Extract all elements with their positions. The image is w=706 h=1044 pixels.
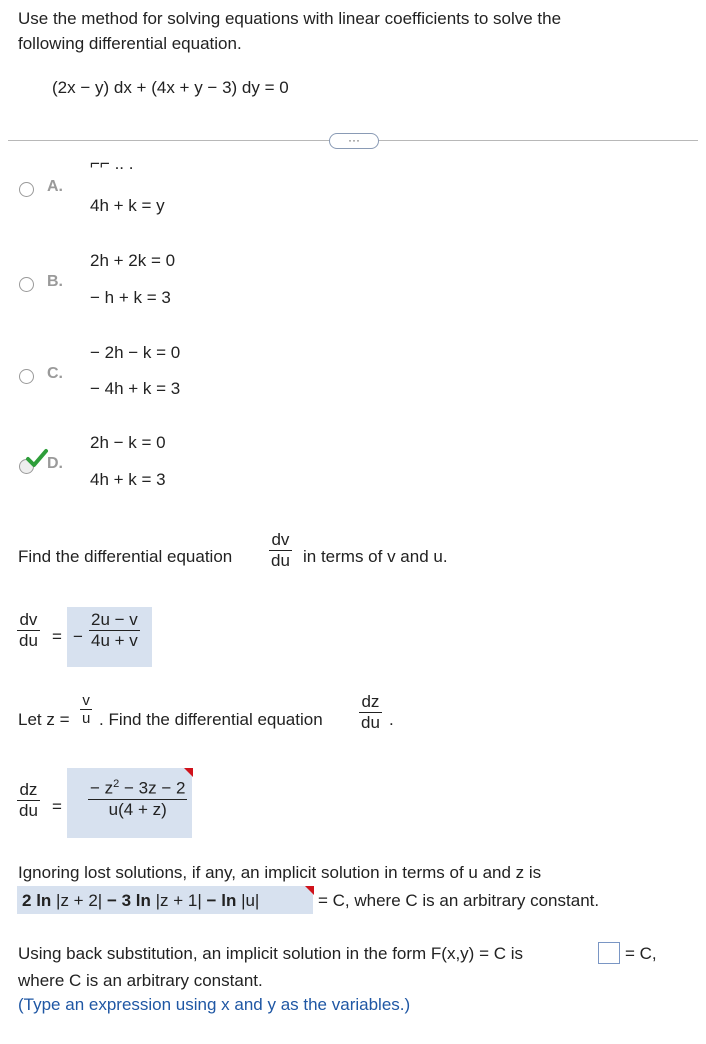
option-b-letter: B. <box>47 273 63 290</box>
option-c-radio[interactable] <box>19 369 34 384</box>
part2-lhs-fraction: $\frac{dv}{du}$ <box>19 610 38 650</box>
question-equation: (2x − y) dx + (4x + y − 3) dy = 0 <box>52 78 289 97</box>
part3-answer-fraction: $\frac{- z^2 - 3z - 2}{u(4 + z)}$ <box>90 778 186 819</box>
check-mark-icon <box>26 448 48 468</box>
part4-tail: = C, where C is an arbitrary constant. <box>318 891 600 910</box>
part2-answer-fraction: $\frac{2u - v}{4u + v}$ <box>91 610 138 650</box>
part4-intro: Ignoring lost solutions, if any, an implicit solution in terms of u and z is <box>18 863 542 882</box>
part5-answer-input[interactable] <box>598 942 620 964</box>
option-b-line-1: 2h + 2k = 0 <box>90 251 176 270</box>
option-c-line-2: − 4h + k = 3 <box>90 379 181 398</box>
option-d-line-2: 4h + k = 3 <box>90 470 166 489</box>
part3-prompt-mid: . Find the differential equation <box>99 710 323 729</box>
part3-prompt-fraction: $\frac{dz}{du}$ <box>361 692 380 732</box>
option-d-letter: D. <box>47 455 63 472</box>
part5-line-1: Using back substitution, an implicit solution in the form F(x,y) = C is <box>18 944 523 963</box>
part3-period: . <box>389 710 394 729</box>
part2-answer-sign: − <box>73 627 83 646</box>
part3-let-text: Let z = <box>18 710 70 729</box>
part5-line-2: where C is an arbitrary constant. <box>18 971 263 990</box>
option-c-line-1: − 2h − k = 0 <box>90 343 181 362</box>
part5-after-box: = C, <box>625 944 657 963</box>
option-b-line-2: − h + k = 3 <box>90 288 171 307</box>
part4-answer-expression: 2 ln |z + 2| − 3 ln |z + 1| − ln |u| <box>22 891 260 910</box>
option-c-letter: C. <box>47 365 63 382</box>
option-a-partial-line: ⌐⌐ .. . <box>90 154 134 173</box>
question-line-1: Use the method for solving equations with linear coefficients to solve the <box>18 9 562 28</box>
option-b-radio[interactable] <box>19 277 34 292</box>
part3-equals: = <box>52 797 62 816</box>
option-d-line-1: 2h − k = 0 <box>90 433 166 452</box>
part5-hint: (Type an expression using x and y as the variables.) <box>18 995 411 1014</box>
part2-prompt-before: Find the differential equation <box>18 547 233 566</box>
option-a-line-1: 4h + k = y <box>90 196 165 215</box>
part3-flag-icon <box>184 768 193 777</box>
question-line-2: following differential equation. <box>18 34 242 53</box>
option-a-letter: A. <box>47 178 63 195</box>
show-more-button[interactable]: ··· <box>329 133 379 149</box>
part2-equals: = <box>52 627 62 646</box>
part3-let-fraction: $\frac{v}{u}$ <box>82 692 91 727</box>
part2-prompt-after: in terms of v and u. <box>303 547 448 566</box>
option-a-radio[interactable] <box>19 182 34 197</box>
part3-lhs-fraction: $\frac{dz}{du}$ <box>19 780 38 820</box>
part2-prompt-fraction: $\frac{dv}{du}$ <box>271 530 290 570</box>
part4-flag-icon <box>305 886 314 895</box>
